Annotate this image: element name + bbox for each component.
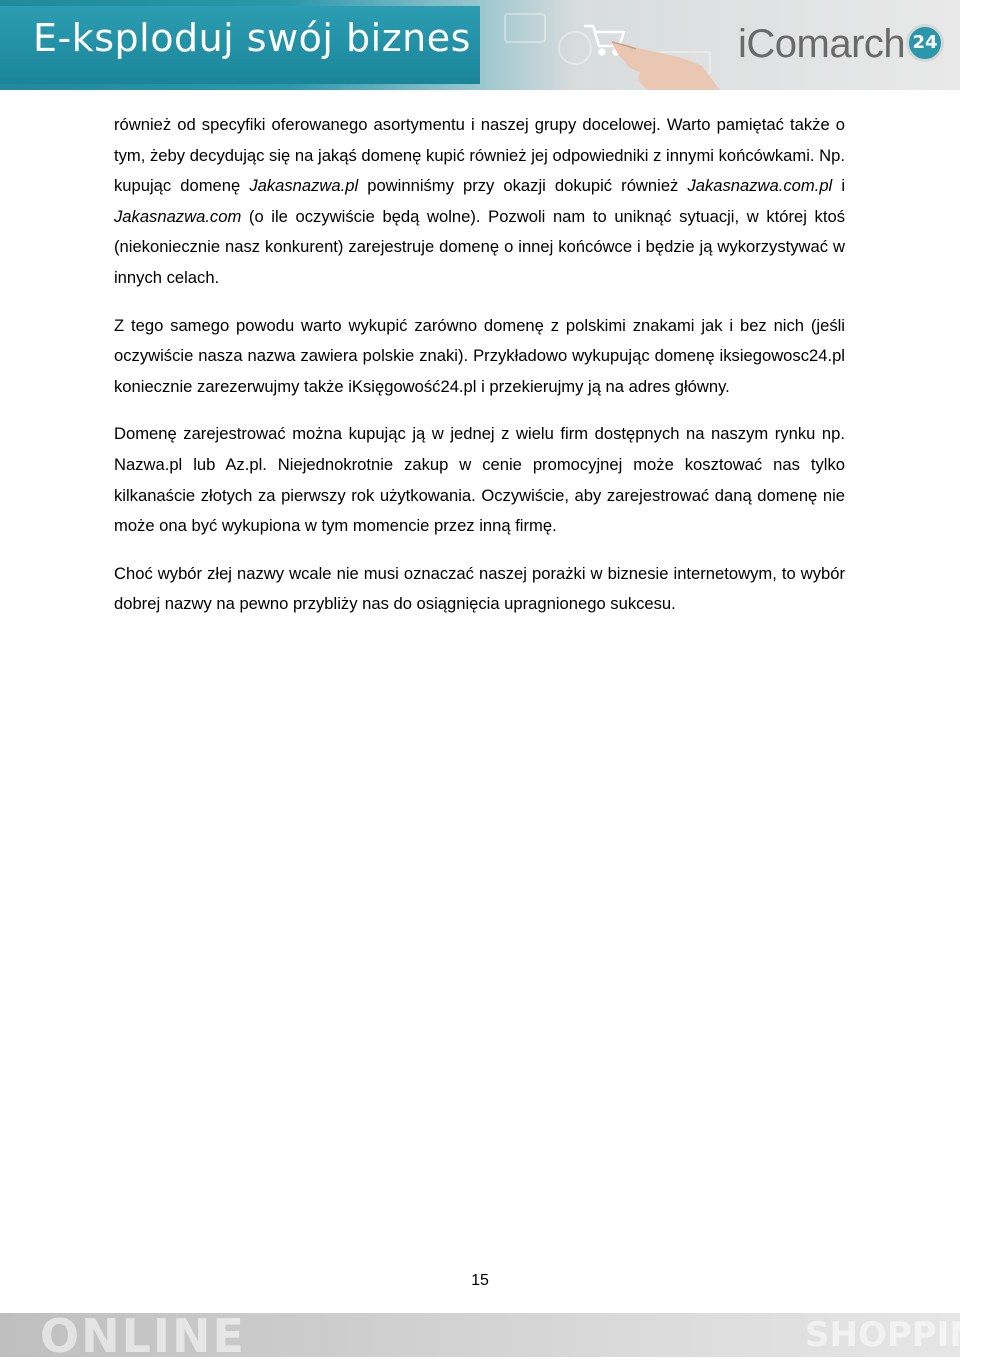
document-body xyxy=(114,110,845,637)
text-run: i xyxy=(832,176,846,196)
paragraph xyxy=(114,419,845,541)
paragraph xyxy=(114,311,845,403)
footer-decor-word: SHOPPING xyxy=(805,1315,1006,1355)
paragraph xyxy=(114,559,845,620)
footer-decor-word: ONLINE xyxy=(40,1309,246,1363)
domain-example: Jakasnazwa.pl xyxy=(249,176,359,196)
text-run: powinniśmy przy okazji dokupić również xyxy=(358,176,688,196)
text-run: również od specyfiki oferowanego asortymentu i naszej grupy docelowej. Warto pamiętać także o tym, żeby decydując się na jakąś domenę kupić również jej odpowiedniki z innymi końcówkami. Np. kupując domenę xyxy=(114,115,845,196)
domain-example: Jakasnazwa.com xyxy=(114,206,242,226)
text-run: (o ile oczywiście będą wolne). Pozwoli nam to uniknąć sytuacji, w której ktoś (niekoniecznie nasz konkurent) zarejestruje domenę o innej końcówce i będzie ją wykorzystywać w innych celach. xyxy=(114,206,845,287)
paragraph xyxy=(114,110,845,294)
page-number: 15 xyxy=(471,1272,489,1289)
text-run: Z tego samego powodu warto wykupić zarówno domenę z polskimi znakami jak i bez nich (jeśli oczywiście nasza nazwa zawiera polskie znaki). Przykładowo wykupując domenę iksiegowosc24.pl koniecznie zarezerwujmy także iKsięgowość24.pl i przekierujmy ją na adres główny. xyxy=(114,315,845,396)
page-header-title: E-ksploduj swój biznes xyxy=(33,16,471,60)
company-logo: iComarch xyxy=(738,22,906,66)
text-run: Choć wybór złej nazwy wcale nie musi oznaczać naszej porażki w biznesie internetowym, to wybór dobrej nazwy na pewno przybliży nas do osiągnięcia upragnionego sukcesu. xyxy=(114,563,845,614)
footer-banner xyxy=(0,1309,1006,1363)
text-run: Domenę zarejestrować można kupując ją w jednej z wielu firm dostępnych na naszym rynku np. Nazwa.pl lub Az.pl. Niejednokrotnie zakup w cenie promocyjnej może kosztować nas tylko kilkanaście złotych za pierwszy rok użytkowania. Oczywiście, aby zarejestrować daną domenę nie może ona być wykupiona w tym momencie przez inną firmę. xyxy=(114,424,845,536)
pointing-hand-icon xyxy=(612,42,720,90)
domain-example: Jakasnazwa.com.pl xyxy=(687,176,833,196)
logo-badge: 24 xyxy=(906,24,944,62)
header-banner xyxy=(0,0,960,90)
